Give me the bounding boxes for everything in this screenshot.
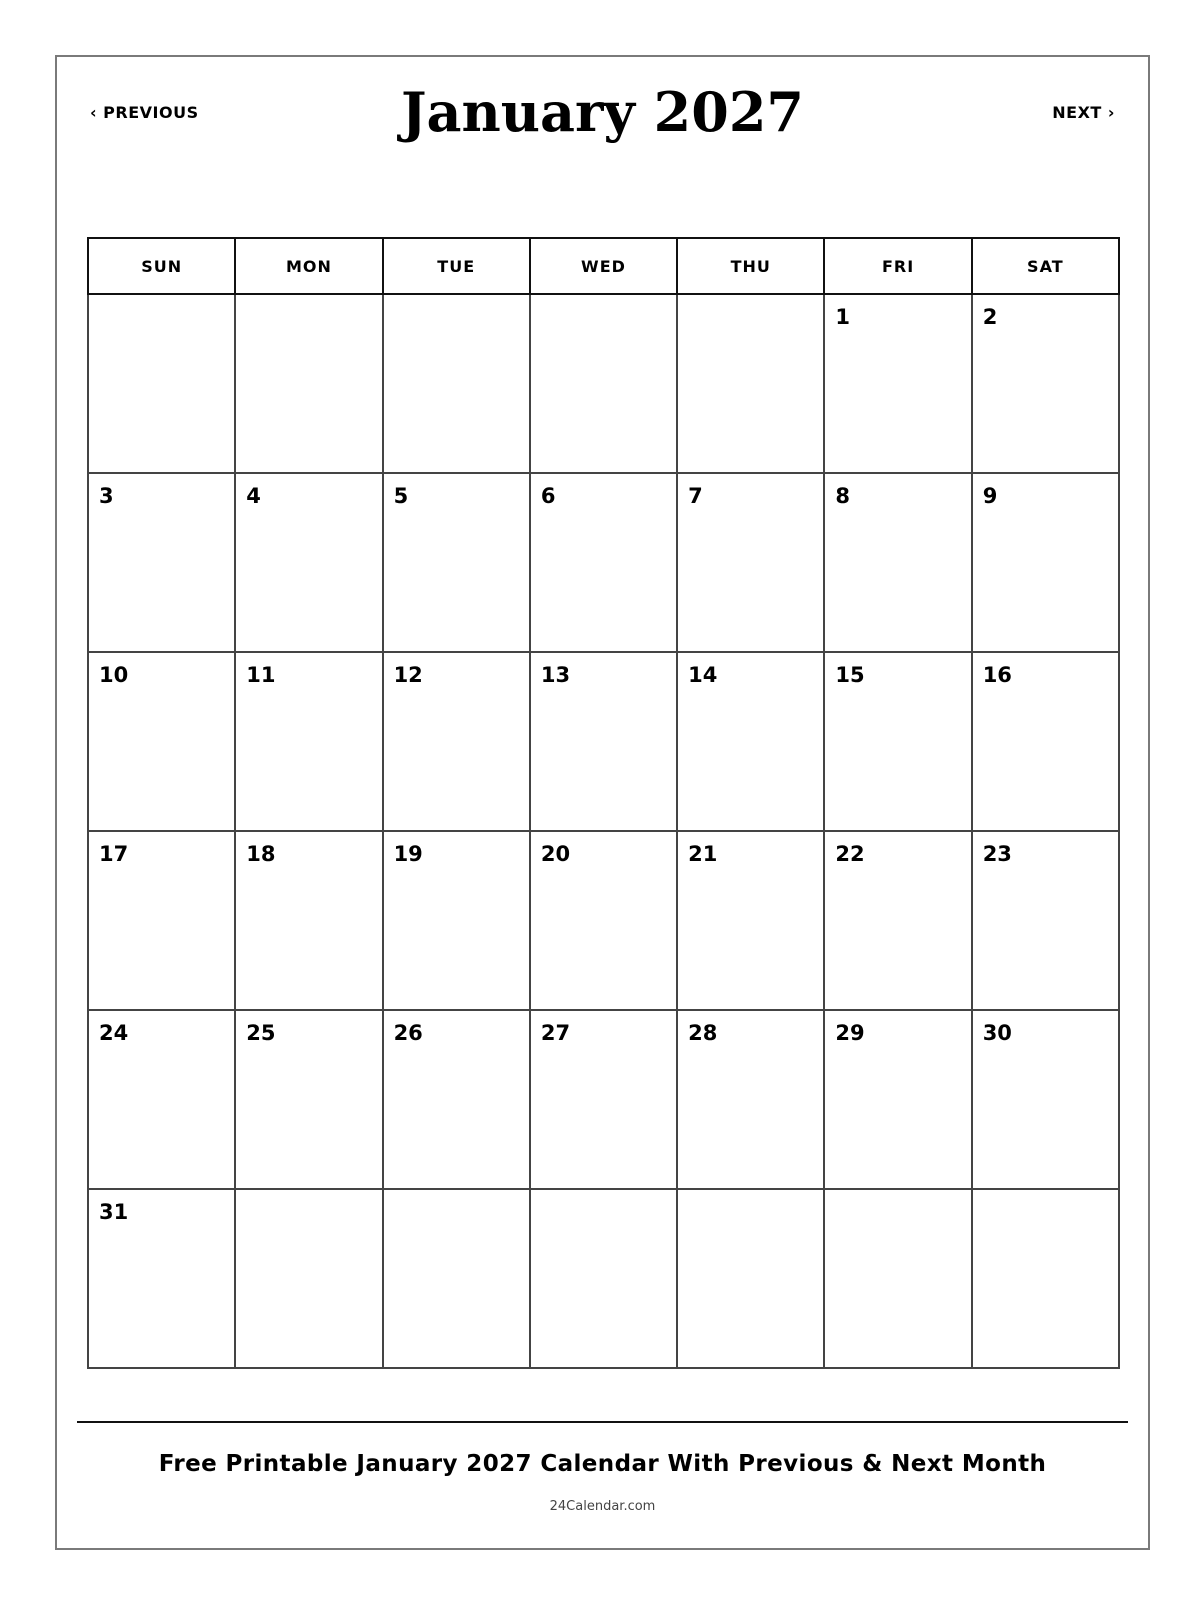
day-cell[interactable] bbox=[824, 1010, 971, 1189]
day-cell[interactable] bbox=[677, 652, 824, 831]
day-number: 13 bbox=[540, 663, 571, 687]
weekday-header-thu: THU bbox=[677, 238, 824, 294]
day-number: 24 bbox=[99, 1021, 129, 1045]
day-number: 9 bbox=[982, 484, 998, 508]
day-number: 19 bbox=[393, 842, 423, 866]
day-number: 8 bbox=[835, 484, 851, 508]
day-number: 22 bbox=[835, 842, 865, 866]
day-number: 15 bbox=[835, 663, 865, 687]
day-number: 11 bbox=[246, 663, 276, 687]
day-cell[interactable] bbox=[824, 652, 971, 831]
day-cell[interactable] bbox=[383, 1010, 530, 1189]
day-number: 26 bbox=[393, 1021, 423, 1045]
weekday-header-fri: FRI bbox=[824, 238, 971, 294]
weekday-header-row bbox=[88, 238, 1119, 294]
day-number: 31 bbox=[99, 1200, 129, 1224]
day-cell[interactable] bbox=[383, 473, 530, 652]
day-number: 28 bbox=[688, 1021, 718, 1045]
week-row bbox=[88, 831, 1119, 1010]
weekday-header-sun: SUN bbox=[88, 238, 235, 294]
day-cell[interactable] bbox=[530, 473, 677, 652]
day-number: 23 bbox=[982, 842, 1012, 866]
day-cell[interactable] bbox=[530, 294, 677, 473]
day-cell[interactable] bbox=[677, 294, 824, 473]
day-cell[interactable] bbox=[383, 831, 530, 1010]
day-cell[interactable] bbox=[88, 652, 235, 831]
week-row bbox=[88, 1010, 1119, 1189]
day-cell[interactable] bbox=[88, 1010, 235, 1189]
day-cell[interactable] bbox=[972, 652, 1119, 831]
day-number: 5 bbox=[393, 484, 409, 508]
calendar-page bbox=[55, 55, 1150, 1550]
day-number: 30 bbox=[982, 1021, 1012, 1045]
day-number: 16 bbox=[982, 663, 1012, 687]
week-row bbox=[88, 1189, 1119, 1368]
day-cell[interactable] bbox=[530, 652, 677, 831]
day-cell[interactable] bbox=[235, 473, 382, 652]
day-number: 12 bbox=[393, 663, 423, 687]
day-cell[interactable] bbox=[383, 1189, 530, 1368]
day-cell[interactable] bbox=[88, 831, 235, 1010]
day-number: 21 bbox=[688, 842, 718, 866]
previous-month-link[interactable]: ‹ PREVIOUS bbox=[90, 103, 199, 122]
day-cell[interactable] bbox=[972, 1010, 1119, 1189]
day-number: 6 bbox=[540, 484, 556, 508]
footer-divider bbox=[77, 1421, 1128, 1423]
week-row bbox=[88, 294, 1119, 473]
day-cell[interactable] bbox=[972, 294, 1119, 473]
footer-site-credit: 24Calendar.com bbox=[549, 1499, 656, 1514]
weekday-header-tue: TUE bbox=[383, 238, 530, 294]
day-cell[interactable] bbox=[235, 652, 382, 831]
day-number: 3 bbox=[99, 484, 114, 508]
day-number: 27 bbox=[540, 1021, 571, 1045]
day-cell[interactable] bbox=[677, 473, 824, 652]
day-cell[interactable] bbox=[235, 1010, 382, 1189]
day-number: 25 bbox=[246, 1021, 276, 1045]
day-cell[interactable] bbox=[235, 294, 382, 473]
day-number: 18 bbox=[246, 842, 276, 866]
calendar-grid bbox=[87, 237, 1120, 1369]
day-number: 14 bbox=[688, 663, 718, 687]
footer-title: Free Printable January 2027 Calendar With Previous & Next Month bbox=[158, 1451, 1047, 1477]
next-month-link[interactable]: NEXT › bbox=[1052, 103, 1115, 122]
day-cell[interactable] bbox=[972, 473, 1119, 652]
day-cell[interactable] bbox=[235, 831, 382, 1010]
day-cell[interactable] bbox=[88, 294, 235, 473]
day-cell[interactable] bbox=[88, 473, 235, 652]
day-cell[interactable] bbox=[972, 831, 1119, 1010]
weekday-header-wed: WED bbox=[530, 238, 677, 294]
day-cell[interactable] bbox=[530, 831, 677, 1010]
week-row bbox=[88, 652, 1119, 831]
day-number: 4 bbox=[246, 484, 261, 508]
day-number: 2 bbox=[982, 305, 998, 329]
weekday-header-sat: SAT bbox=[972, 238, 1119, 294]
day-cell[interactable] bbox=[383, 652, 530, 831]
day-number: 7 bbox=[688, 484, 703, 508]
day-cell[interactable] bbox=[88, 1189, 235, 1368]
page-title: January 2027 bbox=[401, 80, 804, 144]
day-cell[interactable] bbox=[824, 831, 971, 1010]
day-number: 29 bbox=[835, 1021, 865, 1045]
weekday-header-mon: MON bbox=[235, 238, 382, 294]
day-cell[interactable] bbox=[235, 1189, 382, 1368]
day-number: 17 bbox=[99, 842, 129, 866]
day-cell[interactable] bbox=[824, 473, 971, 652]
day-cell[interactable] bbox=[677, 1189, 824, 1368]
day-number: 20 bbox=[540, 842, 571, 866]
day-cell[interactable] bbox=[677, 831, 824, 1010]
day-cell[interactable] bbox=[383, 294, 530, 473]
day-number: 10 bbox=[99, 663, 129, 687]
day-number: 1 bbox=[835, 305, 851, 329]
day-cell[interactable] bbox=[824, 1189, 971, 1368]
day-cell[interactable] bbox=[972, 1189, 1119, 1368]
day-cell[interactable] bbox=[530, 1189, 677, 1368]
week-row bbox=[88, 473, 1119, 652]
day-cell[interactable] bbox=[824, 294, 971, 473]
day-cell[interactable] bbox=[530, 1010, 677, 1189]
day-cell[interactable] bbox=[677, 1010, 824, 1189]
